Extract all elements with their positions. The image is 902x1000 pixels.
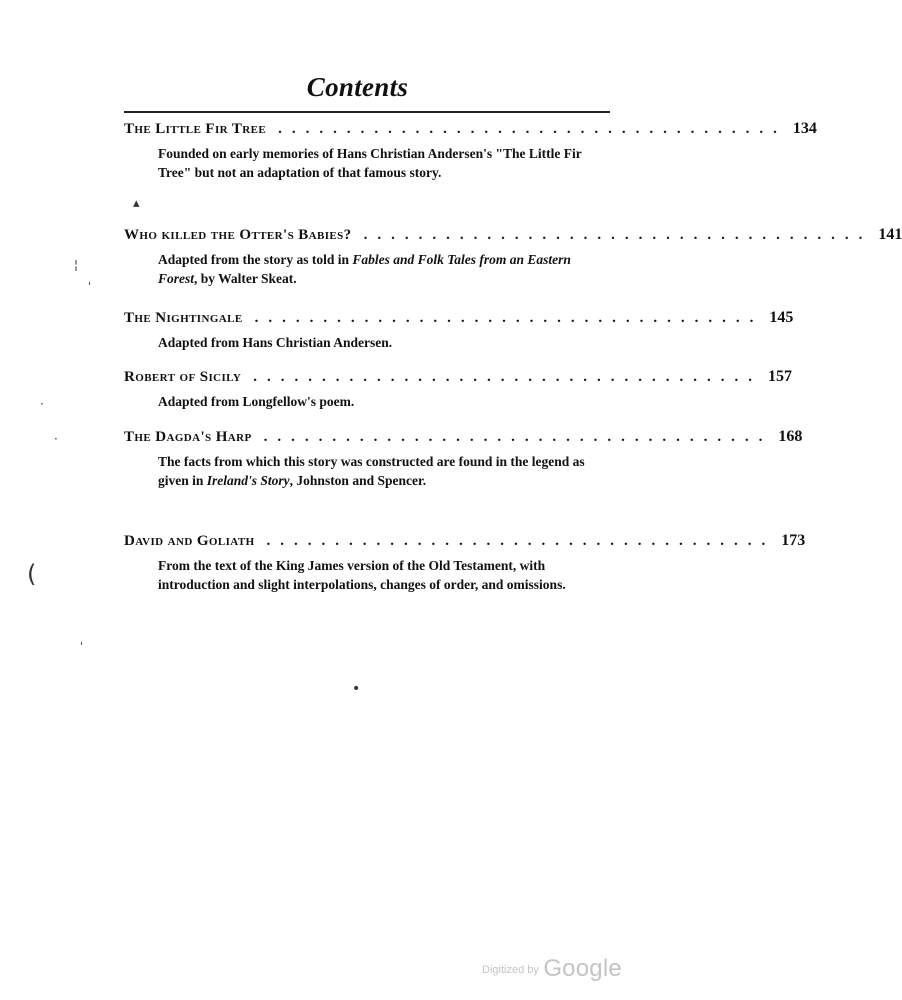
- page-number: 141: [878, 226, 902, 243]
- description-text: The facts from which this story was constructed are found in the legend as given in: [158, 454, 585, 488]
- description-text: Adapted from the story as told in: [158, 252, 353, 267]
- entry-title: The Nightingale: [124, 310, 243, 326]
- entry-description: From the text of the King James version of the Old Testament, with introduction and slight interpolations, changes of order, and omissions.: [158, 558, 566, 592]
- toc-entry-heading[interactable]: [124, 532, 806, 554]
- entry-title: Robert of Sicily: [124, 369, 242, 385]
- scan-mark: (: [27, 560, 37, 588]
- entry-title: The Little Fir Tree: [124, 121, 267, 137]
- toc-entry-dagdas-harp: [124, 428, 803, 490]
- page-number: 134: [792, 120, 817, 137]
- page-title: Contents: [306, 72, 409, 102]
- entry-description: Founded on early memories of Hans Christian Andersen's "The Little Fir Tree" but not an adaptation of that famous story.: [158, 146, 582, 180]
- entry-description: Adapted from Longfellow's poem.: [158, 394, 355, 409]
- description-text: , Johnston and Spencer.: [289, 473, 427, 488]
- entry-title: Who killed the Otter's Babies?: [124, 227, 352, 243]
- entry-description: [158, 452, 610, 490]
- source-title: Ireland's Story: [206, 473, 290, 488]
- scan-mark: ·: [40, 397, 44, 411]
- dot-leader: .....................................: [253, 369, 763, 385]
- dot-leader: .....................................: [263, 429, 773, 445]
- toc-entry-heading[interactable]: [124, 226, 902, 248]
- title-rule: [124, 111, 610, 113]
- scan-mark: ': [88, 280, 92, 293]
- entry-description: Adapted from Hans Christian Andersen.: [158, 335, 393, 350]
- toc-entry-nightingale: [124, 309, 794, 352]
- toc-entry-heading[interactable]: [124, 428, 803, 450]
- dot-leader: .....................................: [278, 121, 787, 137]
- page-number: 173: [781, 532, 806, 549]
- dot-leader: .....................................: [254, 310, 764, 326]
- toc-entry-little-fir-tree: [124, 120, 817, 182]
- page-number: 168: [778, 428, 803, 445]
- entry-title: The Dagda's Harp: [124, 429, 252, 445]
- dot-leader: .....................................: [363, 227, 873, 243]
- description-text: , by Walter Skeat.: [194, 271, 297, 286]
- source-title: Fables and Folk Tales from an Eastern Forest: [158, 252, 571, 286]
- toc-entry-heading[interactable]: [124, 309, 794, 331]
- scan-mark: ·: [54, 432, 58, 446]
- scan-mark: •: [352, 681, 361, 697]
- scan-mark: ▴: [133, 196, 140, 211]
- toc-entry-otters-babies: [124, 226, 902, 288]
- page-number: 145: [769, 309, 794, 326]
- digitized-label: Digitized by: [482, 964, 539, 976]
- dot-leader: .....................................: [266, 533, 776, 549]
- google-logo: Google: [543, 955, 622, 982]
- toc-entry-heading[interactable]: [124, 368, 793, 390]
- toc-entry-robert-of-sicily: [124, 368, 793, 411]
- page-number: 157: [768, 368, 793, 385]
- digitized-watermark: [482, 955, 622, 983]
- toc-entry-heading[interactable]: [124, 120, 817, 142]
- scan-mark: ¦: [74, 258, 79, 272]
- entry-title: David and Goliath: [124, 533, 255, 549]
- scan-mark: ': [80, 640, 84, 653]
- entry-description: [158, 250, 610, 288]
- toc-entry-david-and-goliath: [124, 532, 806, 594]
